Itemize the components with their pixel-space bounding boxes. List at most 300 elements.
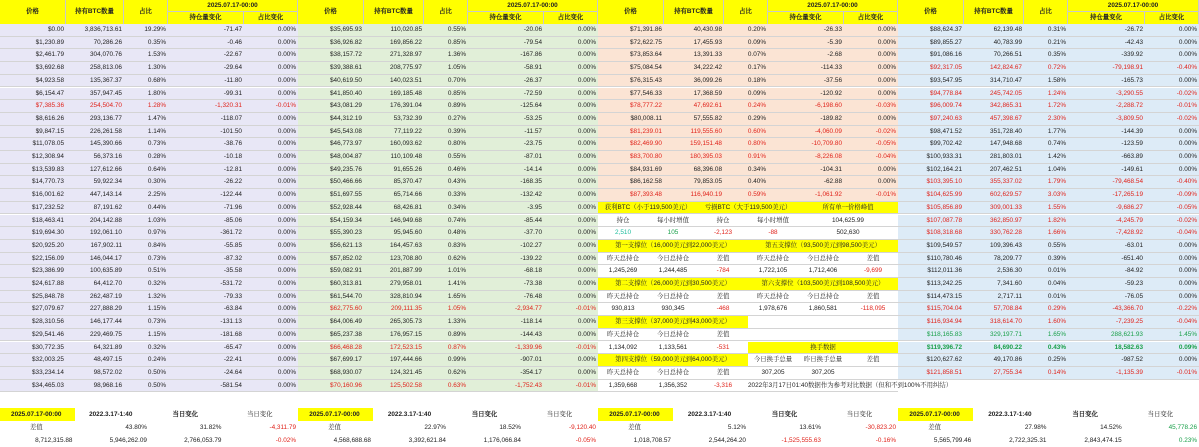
footer-day-change: -9,120.40 [568, 424, 596, 431]
cell-share-change: 0.00% [277, 356, 296, 364]
cell-holdings: 98,572.02 [93, 368, 122, 376]
cell-share: 1.42% [1047, 153, 1066, 160]
cell-holdings: 146,044.17 [90, 254, 122, 262]
s6-diff: -118,095 [860, 305, 886, 313]
cell-hold-change: -167.86 [520, 51, 542, 59]
header-share: 占比 [1024, 0, 1068, 24]
cell-holdings: 271,328.97 [390, 51, 422, 59]
cell-hold-change: -87.32 [223, 254, 242, 262]
table-row [598, 164, 898, 177]
support-6-title: 第六支撑位（103,500美元到108,500美元） [748, 278, 898, 290]
table-row [0, 75, 298, 88]
cell-share: 0.35% [1047, 51, 1066, 59]
cell-price: $43,081.29 [330, 102, 362, 110]
summary-footer [898, 408, 1199, 447]
cell-price: $24,617.88 [32, 280, 64, 287]
cell-share-change: 0.00% [877, 38, 896, 46]
cell-hold-change: -79,198.91 [1112, 64, 1143, 72]
cell-share-change: 0.00% [577, 89, 596, 97]
footer-change-label-2: 当日变化 [1147, 411, 1174, 418]
cell-share-change: 0.00% [277, 280, 296, 287]
cell-hold-change: -3.95 [527, 203, 542, 211]
cell-holdings: 172,523.15 [390, 343, 422, 351]
cell-hold-change: 18,582.63 [1114, 343, 1143, 351]
s6-yesterday: 1,978,676 [758, 305, 788, 313]
cell-holdings: 127,612.66 [90, 165, 122, 173]
table-row [898, 303, 1199, 316]
cell-share-change: 0.00% [1178, 140, 1197, 148]
cell-hold-change: -101.50 [220, 127, 242, 135]
panel-row [598, 227, 898, 240]
cell-price: $116,934.94 [926, 318, 962, 326]
header-price: 价格 [298, 0, 364, 24]
table-row [598, 151, 898, 164]
header-date: 2025.07.17-00:00 [168, 0, 298, 12]
cell-hold-change: -68.18 [523, 267, 542, 275]
cell-price: $65,237.38 [330, 330, 362, 338]
cell-price: $17,232.52 [32, 203, 64, 211]
footer-date: 2025.07.17-00:00 [898, 408, 973, 421]
cell-share-change: 0.00% [277, 267, 296, 275]
cell-holdings: 59,922.34 [93, 178, 122, 186]
table-row [298, 329, 598, 342]
s2-today: 930,345 [661, 305, 685, 313]
cell-price: $99,702.42 [930, 140, 962, 148]
label-today: 今日总持仓 [657, 368, 689, 376]
cell-share-change: -0.01% [875, 191, 896, 199]
cell-share-change: 0.00% [577, 229, 596, 237]
table-row [0, 164, 298, 177]
cell-share: 2.30% [1047, 114, 1066, 122]
cell-price: $113,242.25 [926, 280, 962, 287]
table-row [598, 100, 898, 113]
cell-share: 1.05% [447, 64, 466, 72]
summary-footer [0, 408, 298, 447]
cell-holdings: 457,398.67 [990, 114, 1022, 122]
cell-hold-change: -531.72 [220, 280, 242, 287]
cell-holdings: 36,099.26 [693, 76, 722, 84]
cell-price: $108,318.68 [926, 229, 962, 237]
cell-holdings: 355,337.02 [990, 178, 1022, 186]
cell-share-change: 0.00% [277, 368, 296, 376]
cell-price: $52,928.44 [330, 203, 362, 211]
table-row [298, 291, 598, 304]
table-row [298, 189, 598, 202]
footer-v4: 0.23% [1178, 437, 1197, 444]
table-row [898, 202, 1199, 215]
cell-share-change: 0.00% [277, 127, 296, 135]
cell-holdings: 53,732.39 [393, 114, 422, 122]
cell-holdings: 204,142.88 [90, 216, 122, 224]
table-row [898, 37, 1199, 50]
footer-p1: 43.80% [125, 424, 147, 431]
cell-hold-change: -8,226.08 [814, 153, 842, 160]
cell-hold-change: -14.14 [523, 165, 542, 173]
s6-today: 1,860,581 [808, 305, 838, 313]
table-row [898, 278, 1199, 291]
cell-hold-change: -1,320.31 [214, 102, 242, 110]
cell-hold-change: -354.17 [520, 368, 542, 376]
cell-share-change: 0.00% [877, 165, 896, 173]
cell-share: 0.50% [147, 381, 166, 389]
cell-share: 0.59% [747, 191, 766, 199]
footer-p1: 5.12% [727, 424, 746, 431]
cell-hold-change: -3,809.50 [1115, 114, 1143, 122]
cell-share-change: 0.00% [1178, 26, 1197, 33]
footer-ref-date: 2022.3.17-1:40 [89, 411, 133, 418]
cell-price: $118,165.83 [926, 330, 962, 338]
table-row [298, 24, 598, 37]
cell-price: $71,391.86 [630, 26, 662, 33]
footer-v2: 5,946,262.09 [109, 437, 147, 444]
cell-share-change: 0.00% [1178, 153, 1197, 160]
s4-today: 1,356,352 [658, 381, 688, 389]
cell-hold-change: -22.41 [223, 356, 242, 364]
cell-share: 19.29% [144, 26, 166, 33]
cell-share: 1.58% [1047, 76, 1066, 84]
table-row [0, 151, 298, 164]
cell-share-change: 1.45% [1178, 330, 1197, 338]
header-hold-change: 持仓量变化 [1068, 12, 1145, 24]
footer-change-label: 当日变化 [771, 411, 798, 418]
table-row [0, 380, 298, 393]
footer-v4: -0.05% [575, 437, 596, 444]
panel-row [598, 265, 898, 278]
cell-share-change: 0.00% [577, 368, 596, 376]
cell-price: $9,847.15 [35, 127, 64, 135]
header-date: 2025.07.17-00:00 [768, 0, 898, 12]
cell-price: $48,004.87 [330, 153, 362, 160]
s3-diff: -531 [716, 343, 730, 351]
header-share-change: 占比变化 [844, 12, 898, 24]
cell-share: 0.20% [747, 26, 766, 33]
footer-p2: 31.82% [199, 424, 222, 431]
cell-hold-change: -7,428.92 [1115, 229, 1143, 237]
cell-share: 1.60% [1047, 318, 1066, 326]
cell-price: $102,164.21 [926, 165, 962, 173]
cell-hold-change: -102.27 [520, 241, 542, 249]
s3-today: 1,133,561 [658, 343, 688, 351]
table-row [898, 354, 1199, 367]
cell-holdings: 91,655.26 [393, 165, 422, 173]
cell-hold-change: -23.75 [523, 140, 542, 148]
cell-price: $49,235.76 [330, 165, 362, 173]
cell-holdings: 34,222.42 [693, 64, 722, 72]
label-diff: 差值 [716, 254, 730, 262]
table-row [0, 303, 298, 316]
table-row [0, 240, 298, 253]
cell-holdings: 78,209.77 [993, 254, 1022, 262]
cell-share: 1.01% [447, 267, 466, 275]
cell-holdings: 147,948.68 [990, 140, 1022, 148]
cell-share-change: 0.00% [277, 165, 296, 173]
cell-share: 0.50% [147, 368, 166, 376]
cell-share-change: -0.04% [1176, 229, 1197, 237]
panel-row [598, 380, 953, 393]
cell-share: 0.63% [447, 381, 466, 389]
footer-day-change: -30,823.20 [865, 424, 896, 431]
cell-price: $92,317.05 [930, 64, 962, 72]
table-row [298, 354, 598, 367]
s1-today: 1,244,485 [658, 267, 688, 275]
cell-share-change: -0.04% [875, 153, 896, 160]
profit-hold: 2,510 [615, 229, 631, 237]
footer-change-label-2: 当日变化 [246, 411, 273, 418]
header-date: 2025.07.17-00:00 [468, 0, 598, 12]
cell-hold-change: -71.47 [223, 26, 242, 33]
cell-hold-change: -1,135.39 [1115, 368, 1143, 376]
cell-share: 0.72% [1047, 64, 1066, 72]
cell-share: 0.09% [747, 89, 766, 97]
footer-change-label: 当日变化 [471, 411, 498, 418]
panel-row [598, 278, 898, 291]
cell-price: $76,315.43 [630, 76, 662, 84]
cell-share: 0.40% [747, 178, 766, 186]
cell-share: 0.33% [447, 191, 466, 199]
table-row [898, 253, 1199, 266]
table-row [0, 291, 298, 304]
cell-share: 1.53% [147, 51, 166, 59]
cell-holdings: 227,888.29 [90, 305, 122, 313]
cell-holdings: 110,020.85 [390, 26, 422, 33]
table-row [0, 37, 298, 50]
cell-hold-change: -79.33 [223, 292, 242, 300]
cell-share: 1.80% [147, 89, 166, 97]
peak-holdings: 502,630 [836, 229, 860, 237]
cell-hold-change: -7,239.25 [1115, 318, 1143, 326]
cell-price: $29,541.46 [32, 330, 64, 338]
cell-holdings: 87,191.62 [93, 203, 122, 211]
cell-holdings: 135,367.37 [90, 76, 122, 84]
header-hold-change: 持仓量变化 [168, 12, 244, 24]
cell-hold-change: 288,621.93 [1111, 330, 1143, 338]
table-row [898, 62, 1199, 75]
s2-diff: -468 [716, 305, 730, 313]
cell-hold-change: -1,339.96 [514, 343, 542, 351]
cell-holdings: 146,949.68 [390, 216, 422, 224]
cell-price: $8,616.26 [35, 114, 64, 122]
cell-hold-change: -361.72 [220, 229, 242, 237]
table-row [0, 49, 298, 62]
header-holdings: 持有BTC数量 [66, 0, 124, 24]
cell-holdings: 85,370.47 [393, 178, 422, 186]
header-hold-change: 持仓量变化 [468, 12, 544, 24]
cell-share: 0.73% [147, 318, 166, 326]
label-today: 今日总持仓 [807, 254, 839, 262]
cell-share-change: 0.00% [277, 216, 296, 224]
cell-price: $23,386.99 [32, 267, 64, 275]
footer-v2: 3,392,621.84 [408, 437, 446, 444]
table-row [298, 202, 598, 215]
footer-v4: -0.02% [275, 437, 296, 444]
cell-price: $57,852.02 [330, 254, 362, 262]
cell-price: $3,692.68 [35, 64, 64, 72]
cell-hold-change: -144.43 [520, 330, 542, 338]
label-hourly: 每小时增值 [657, 216, 689, 224]
table-row [598, 75, 898, 88]
cell-price: $2,461.79 [35, 51, 64, 59]
cell-share-change: 0.00% [577, 76, 596, 84]
footer-v1: 5,565,799.46 [933, 437, 972, 444]
cell-share-change: 0.00% [277, 330, 296, 338]
cell-hold-change: -4,245.79 [1115, 216, 1143, 224]
cell-share-change: 0.00% [1178, 267, 1197, 275]
s4-diff: -3,316 [713, 381, 733, 389]
cell-hold-change: -99.31 [223, 89, 242, 97]
label-yesterday: 昨天总持仓 [757, 292, 789, 300]
table-row [0, 24, 298, 37]
cell-hold-change: -3,290.55 [1115, 89, 1143, 97]
footer-change-label-2: 当日变化 [846, 411, 873, 418]
cell-price: $115,704.04 [926, 305, 962, 313]
cell-hold-change: -2.68 [827, 51, 842, 59]
table-row [0, 138, 298, 151]
cell-share-change: -0.02% [1176, 89, 1197, 97]
support-5-title: 第五支撑位（93,500美元到98,500美元） [748, 240, 898, 252]
blank [748, 316, 898, 328]
cell-holdings: 142,824.67 [990, 64, 1022, 72]
cell-holdings: 57,708.84 [993, 305, 1022, 313]
cell-share-change: 0.00% [277, 241, 296, 249]
cell-price: $1,230.89 [35, 38, 64, 46]
cell-share: 0.55% [447, 26, 466, 33]
cell-holdings: 281,803.01 [990, 153, 1022, 160]
cell-share-change: 0.09% [1178, 343, 1197, 351]
footer-ref-date: 2022.3.17-1:40 [988, 411, 1032, 418]
cell-share: 0.04% [1047, 280, 1066, 287]
cell-hold-change: -38.76 [223, 140, 242, 148]
cell-hold-change: -9,686.27 [1115, 203, 1143, 211]
cell-holdings: 245,742.05 [990, 89, 1022, 97]
cell-share: 0.09% [747, 38, 766, 46]
cell-hold-change: -5.39 [827, 38, 842, 46]
cell-holdings: 176,391.04 [390, 102, 422, 110]
cell-share-change: -0.02% [1176, 114, 1197, 122]
cell-share-change: 0.00% [277, 76, 296, 84]
footer-v3: 1,176,066.84 [483, 437, 521, 444]
cell-share-change: 0.00% [577, 356, 596, 364]
cell-share-change: 0.00% [277, 178, 296, 186]
cell-price: $81,239.01 [630, 127, 662, 135]
cell-hold-change: -59.23 [1124, 280, 1143, 287]
cell-share: 0.48% [447, 229, 466, 237]
cell-holdings: 84,690.22 [993, 343, 1022, 351]
cell-holdings: 279,958.01 [390, 280, 422, 287]
note: 2022年3月17日01:40数据作为参考对比数据（但和不到100%不用纠结） [748, 381, 953, 389]
table-row [898, 164, 1199, 177]
cell-share-change: 0.00% [577, 292, 596, 300]
cell-share-change: 0.00% [277, 114, 296, 122]
cell-price: $114,473.15 [926, 292, 962, 300]
cell-holdings: 123,708.80 [390, 254, 422, 262]
table-row [0, 227, 298, 240]
cell-hold-change: -118.07 [220, 114, 242, 122]
footer-diff-label: 差值 [928, 424, 942, 431]
cell-share: 1.55% [1047, 203, 1066, 211]
footer-v1: 4,568,688.68 [333, 437, 371, 444]
table-row [298, 176, 598, 189]
header-date: 2025.07.17-00:00 [1068, 0, 1199, 12]
table-row [898, 75, 1199, 88]
cell-holdings: 328,810.94 [390, 292, 422, 300]
cell-share: 0.28% [147, 153, 166, 160]
profit-btc-title: 获利BTC（小于119,500美元） [598, 202, 698, 214]
cell-share-change: -0.01% [575, 381, 596, 389]
cell-price: $46,773.97 [330, 140, 362, 148]
cell-share: 0.30% [147, 178, 166, 186]
cell-hold-change: -131.13 [220, 318, 242, 326]
cell-share: 1.33% [447, 318, 466, 326]
cell-price: $75,084.54 [630, 64, 662, 72]
table-row [898, 176, 1199, 189]
cell-holdings: 159,151.48 [690, 140, 722, 148]
cell-share-change: 0.00% [277, 381, 296, 389]
cell-share-change: -0.01% [275, 102, 296, 110]
today-turnover: 307,205 [761, 368, 785, 376]
cell-hold-change: -43,366.70 [1112, 305, 1143, 313]
cell-share-change: -0.01% [575, 343, 596, 351]
footer-v3: 2,766,053.79 [184, 437, 222, 444]
cell-share: 1.03% [147, 216, 166, 224]
cell-holdings: 62,139.48 [993, 26, 1022, 33]
cell-hold-change: -651.40 [1121, 254, 1143, 262]
cell-price: $91,086.16 [930, 51, 962, 59]
cell-hold-change: -63.84 [223, 305, 242, 313]
cell-price: $112,011.36 [927, 267, 962, 275]
cell-share: 0.43% [447, 178, 466, 186]
cell-share: 1.77% [1047, 127, 1066, 135]
cell-share: 1.14% [147, 127, 166, 135]
cell-holdings: 304,070.76 [90, 51, 122, 59]
label-hold: 持仓 [716, 216, 730, 224]
cell-share: 0.62% [447, 368, 466, 376]
table-row [898, 240, 1199, 253]
cell-price: $97,240.63 [930, 114, 962, 122]
cell-share-change: -0.40% [1176, 64, 1197, 72]
cell-share-change: 0.00% [577, 330, 596, 338]
cell-price: $38,157.72 [330, 51, 362, 59]
cell-holdings: 13,391.33 [693, 51, 722, 59]
header-holdings: 持有BTC数量 [664, 0, 724, 24]
cell-share-change: 0.00% [577, 153, 596, 160]
table-row [298, 253, 598, 266]
cell-share-change: -0.04% [1176, 318, 1197, 326]
cell-share: 0.83% [447, 241, 466, 249]
table-row [0, 253, 298, 266]
label-yesterday: 昨天总持仓 [607, 254, 639, 262]
cell-holdings: 7,341.60 [997, 280, 1022, 287]
footer-v4: -0.16% [875, 437, 896, 444]
cell-price: $51,697.55 [330, 191, 362, 199]
cell-holdings: 197,444.66 [390, 356, 422, 364]
table-row [298, 49, 598, 62]
cell-hold-change: -1,061.92 [814, 191, 842, 199]
cell-hold-change: -76.05 [1124, 292, 1143, 300]
cell-hold-change: -189.82 [820, 114, 842, 122]
cell-hold-change: -53.25 [523, 114, 542, 122]
cell-share: 0.99% [447, 356, 466, 364]
table-row [598, 37, 898, 50]
cell-share-change: 0.00% [577, 165, 596, 173]
cell-hold-change: -663.89 [1121, 153, 1143, 160]
cell-holdings: 602,629.57 [990, 191, 1022, 199]
cell-holdings: 40,430.98 [693, 26, 722, 33]
cell-price: $4,923.58 [35, 76, 64, 84]
cell-hold-change: -20.06 [523, 26, 542, 33]
footer-diff-label: 差值 [29, 424, 43, 431]
footer-change-label: 当日变化 [1072, 411, 1098, 418]
cell-share: 0.24% [747, 102, 766, 110]
